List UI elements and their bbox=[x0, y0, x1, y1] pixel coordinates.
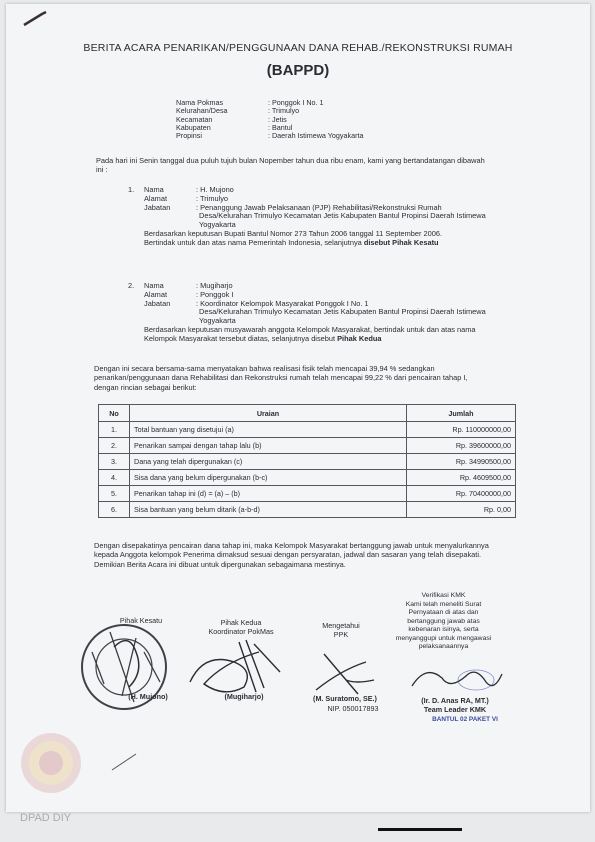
ink-mark bbox=[110, 750, 140, 774]
table-row: 1. Total bantuan yang disetujui (a) Rp. 110000000,00 bbox=[99, 422, 516, 438]
rincian-table bbox=[98, 404, 516, 518]
kmk-name: (Ir. D. Anas RA, MT.) bbox=[421, 696, 489, 705]
info-row: Nama Pokmas : Ponggok I No. 1 bbox=[176, 98, 324, 107]
ppk-signature bbox=[306, 650, 386, 700]
info-row: Propinsi : Daerah Istimewa Yogyakarta bbox=[176, 131, 364, 141]
info-row: Kabupaten : Bantul bbox=[176, 122, 293, 132]
info-row: Kelurahan/Desa : Trimulyo bbox=[176, 106, 300, 116]
col-uraian: Uraian bbox=[130, 405, 407, 422]
pihak-kedua-title: Pihak Kedua Koordinator PokMas bbox=[208, 618, 274, 636]
table-header-row bbox=[99, 405, 516, 422]
table-row: 2. Penarikan sampai dengan tahap lalu (b) Rp. 39600000,00 bbox=[99, 438, 516, 454]
watermark-text: DPAD DIY bbox=[20, 812, 72, 824]
pihak-kedua-name: (Mugiharjo) bbox=[224, 692, 264, 701]
kmk-verification: Verifikasi KMK Kami telah meneliti Surat Pernyataan di atas dan bertanggung jawab atas kebenaran isinya, serta menyanggupi untuk mengawasi pelaksanaannya bbox=[395, 592, 492, 650]
col-no: No bbox=[99, 405, 130, 422]
kmk-role: Team Leader KMK bbox=[423, 705, 487, 714]
title-line-1: BERITA ACARA PENARIKAN/PENGGUNAAN DANA REHAB./REKONSTRUKSI RUMAH bbox=[83, 42, 513, 54]
ppk-nip: NIP. 050017893 bbox=[327, 704, 379, 713]
party-2-block: 2. Nama : Mugiharjo Alamat : Ponggok I Jabatan : Koordinator Kelompok Masyarakat Ponggok I No. 1 Desa/Kelurahan Trimulyo Kecamatan Jetis Kabupaten Bantul Propinsi Daerah Istimewa Yogyakarta Berdasarkan keputusan musyawarah anggota Kelompok Masyarakat, bertindak untuk dan atas nama Kelompok Masyarakat tersebut diatas, selanjutnya disebut Pihak Kedua bbox=[128, 281, 486, 343]
pokmas-info bbox=[176, 99, 364, 140]
title-line-2: (BAPPD) bbox=[266, 62, 330, 79]
dpad-watermark-seal bbox=[16, 728, 86, 798]
intro-paragraph: Pada hari ini Senin tanggal dua puluh tujuh bulan Nopember tahun dua ribu enam, kami yang bertandatangan dibawah ini : bbox=[96, 156, 485, 175]
pihak-kesatu-name: (H. Mujono) bbox=[128, 692, 168, 701]
kmk-stamp: BANTUL 02 PAKET VI bbox=[432, 716, 498, 723]
kmk-signature bbox=[406, 656, 506, 701]
info-row: Kecamatan : Jetis bbox=[176, 114, 287, 124]
col-jumlah: Jumlah bbox=[407, 405, 516, 422]
table-row: 5. Penarikan tahap ini (d) = (a) – (b) Rp. 70400000,00 bbox=[99, 486, 516, 502]
table-row: 4. Sisa dana yang belum dipergunakan (b-c) Rp. 4609500,00 bbox=[99, 470, 516, 486]
ppk-title: Mengetahui PPK bbox=[322, 621, 360, 639]
ink-mark bbox=[20, 8, 60, 28]
ppk-name: (M. Suratomo, SE.) bbox=[313, 694, 377, 703]
realization-paragraph: Dengan ini secara bersama-sama menyatakan bahwa realisasi fisik telah mencapai 39,94 % sedangkan penarikan/penggunaan dana Rehabilitasi dan Rekonstruksi rumah telah mencapai 99,22 % dari pencairan tahap I, dengan rincian sebagai berikut: bbox=[94, 364, 468, 392]
closing-paragraph: Dengan disepakatinya pencairan dana tahap ini, maka Kelompok Masyarakat bertanggung jawab untuk menyalurkannya kepada Anggota kelompok Penerima dimaksud sesuai dengan persyaratan, jadwal dan sasaran yang telah disepakati. Demikian Berita Acara ini dibuat untuk dipergunakan sebagaimana mestinya. bbox=[94, 541, 489, 569]
document-page bbox=[6, 4, 590, 812]
pihak-kesatu-title: Pihak Kesatu bbox=[119, 616, 163, 625]
bottom-bar bbox=[378, 828, 462, 831]
table-row: 6. Sisa bantuan yang belum ditarik (a-b-d) Rp. 0,00 bbox=[99, 502, 516, 518]
table-row: 3. Dana yang telah dipergunakan (c) Rp. 34990500,00 bbox=[99, 454, 516, 470]
party-1-block: 1. Nama : H. Mujono Alamat : Trimulyo Jabatan : Penanggung Jawab Pelaksanaan (PJP) Rehabilitasi/Rekonstruksi Rumah Desa/Kelurahan Trimulyo Kecamatan Jetis Kabupaten Bantul Propinsi Daerah Istimewa Yogyakarta Berdasarkan keputusan Bupati Bantul Nomor 273 Tahun 2006 tanggal 11 September 2006. Bertindak untuk dan atas nama Pemerintah Indonesia, selanjutnya disebut Pihak Kesatu bbox=[128, 185, 486, 247]
